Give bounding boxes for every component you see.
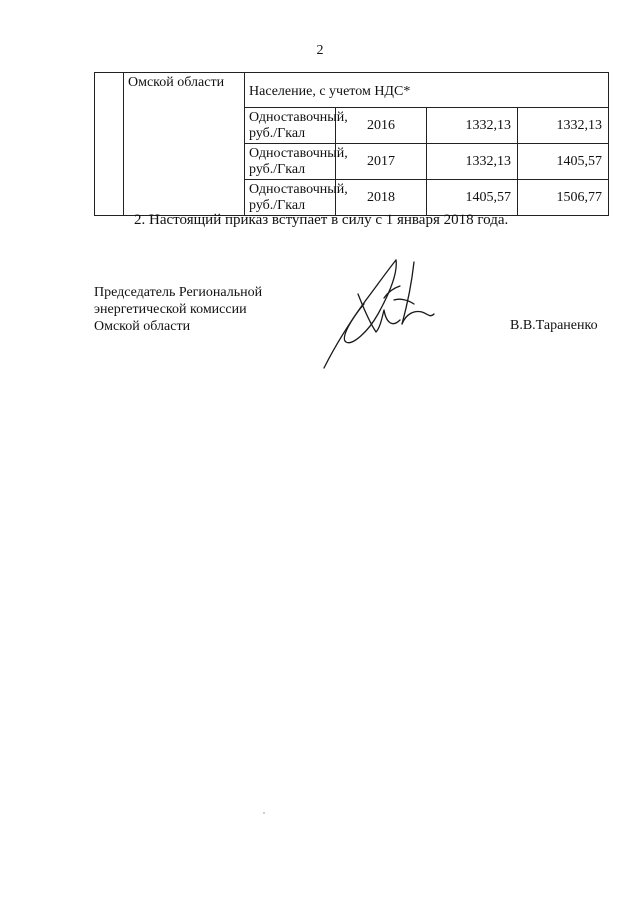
effective-date-clause: 2. Настоящий приказ вступает в силу с 1 января 2018 года. [134, 212, 509, 228]
handwritten-signature [318, 252, 438, 370]
tariff-value-first-half-cell: 1405,57 [427, 180, 518, 216]
tariff-type-cell: Одноставочный, руб./Гкал [245, 144, 336, 180]
tariff-value-second-half-cell: 1506,77 [518, 180, 609, 216]
signer-title [94, 284, 262, 335]
year-cell: 2017 [336, 144, 427, 180]
tariff-value-second-half-cell: 1405,57 [518, 144, 609, 180]
tariff-type-cell: Одноставочный, руб./Гкал [245, 180, 336, 216]
year-cell: 2018 [336, 180, 427, 216]
row-number-cell [95, 73, 124, 216]
scan-speck [263, 812, 265, 814]
tariff-type-cell: Одноставочный, руб./Гкал [245, 108, 336, 144]
page-number: 2 [316, 43, 324, 58]
signer-title-line: Омской области [94, 319, 191, 334]
table-group-row [95, 73, 609, 108]
signer-title-line: энергетической комиссии [94, 302, 247, 317]
signer-name: В.В.Тараненко [510, 318, 598, 333]
year-cell: 2016 [336, 108, 427, 144]
tariff-value-first-half-cell: 1332,13 [427, 144, 518, 180]
organization-cell: Омской области [124, 73, 245, 216]
signer-title-line: Председатель Региональной [94, 285, 263, 300]
group-label-cell: Население, с учетом НДС* [245, 73, 609, 108]
tariff-value-second-half-cell: 1332,13 [518, 108, 609, 144]
tariff-value-first-half-cell: 1332,13 [427, 108, 518, 144]
tariff-table [94, 72, 609, 216]
